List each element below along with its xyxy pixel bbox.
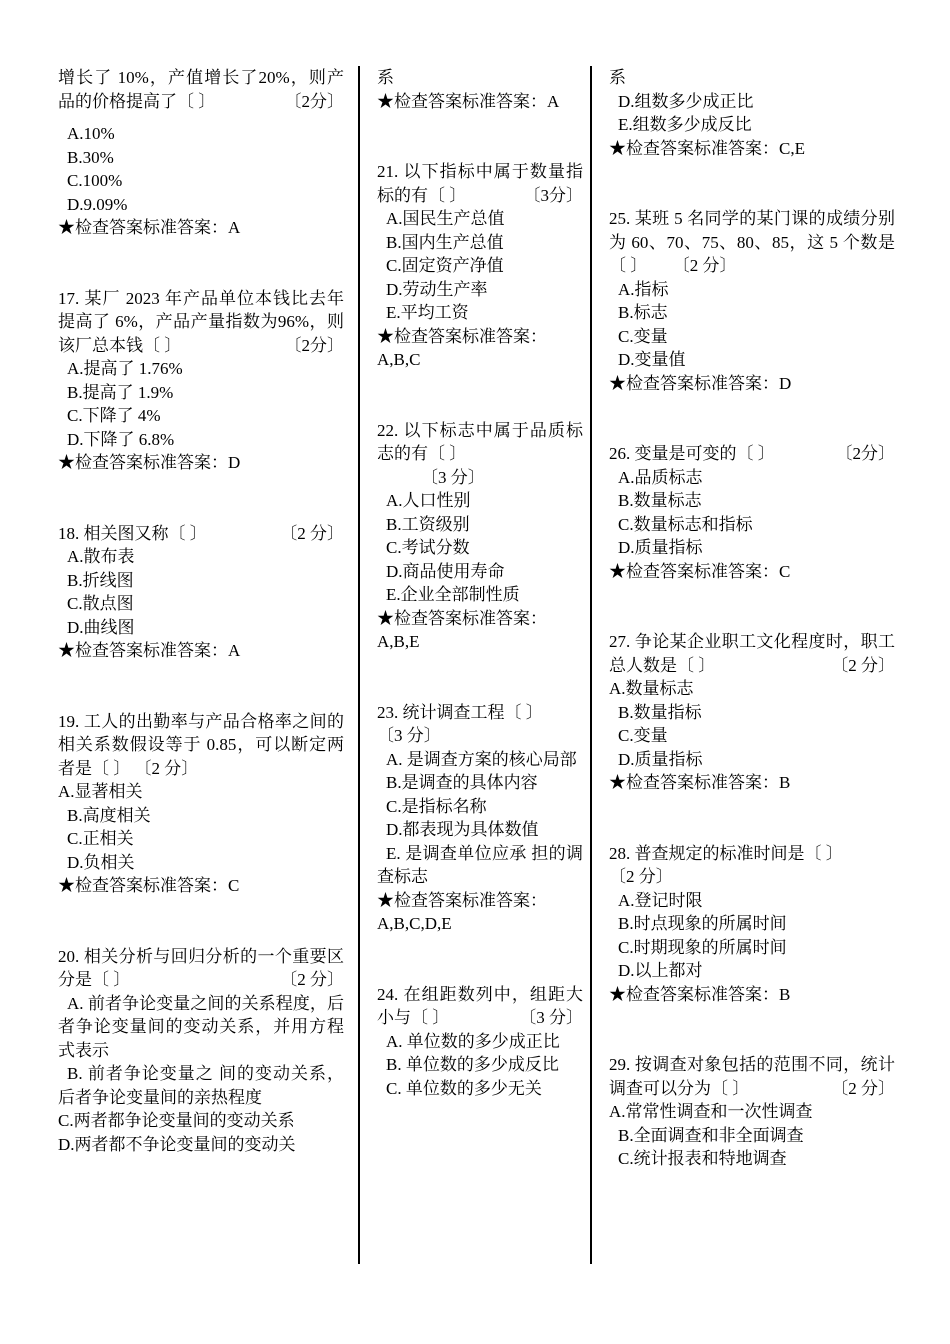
option: C.变量	[618, 726, 668, 745]
option: A.指标	[618, 279, 669, 299]
option: A.10%	[67, 124, 115, 143]
option: C.固定资产净值	[386, 256, 504, 275]
question-24	[377, 983, 583, 1101]
answer-line: ★检查答案标准答案：A	[377, 91, 560, 111]
question-20	[58, 945, 344, 1157]
question-stem: 26. 变量是可变的〔 〕 〔2分〕	[609, 442, 895, 466]
question-17	[58, 287, 344, 475]
option: A.登记时限	[618, 890, 703, 910]
question-stem: 28. 普查规定的标准时间是〔 〕	[609, 843, 843, 863]
option: D.变量值	[618, 350, 686, 369]
question-19	[58, 710, 344, 898]
question-stem: 27. 争论某企业职工文化程度时，职工总人数是〔 〕 〔2 分〕	[609, 630, 895, 677]
question-points: 〔2 分〕	[609, 867, 673, 886]
option: C.两者都争论变量间的变动关系	[58, 1111, 295, 1130]
option: A. 单位数的多少成正比	[386, 1031, 560, 1051]
option: D.两者都不争论变量间的变动关	[58, 1134, 296, 1154]
column-divider-left	[358, 66, 360, 1264]
question-18	[58, 522, 344, 663]
question-27	[609, 630, 895, 795]
option: B.高度相关	[67, 805, 151, 825]
question-stem: 22. 以下标志中属于品质标志的有〔 〕	[377, 420, 583, 463]
option: D.下降了 6.8%	[67, 429, 175, 449]
question-16	[58, 66, 344, 240]
option: B.折线图	[67, 570, 134, 590]
option: B.全面调查和非全面调查	[618, 1125, 804, 1145]
question-24-continued	[609, 66, 895, 160]
option: B.时点现象的所属时间	[618, 914, 787, 933]
option: D.劳动生产率	[386, 279, 488, 299]
answer-line: ★检查答案标准答案：A,B,C	[377, 326, 547, 369]
option: D.9.09%	[67, 194, 128, 214]
question-20-continued	[377, 66, 583, 113]
question-22	[377, 419, 583, 654]
answer-line: ★检查答案标准答案：A	[58, 641, 241, 660]
question-points: 〔2 分〕	[831, 1078, 895, 1098]
option: C.下降了 4%	[67, 406, 161, 425]
option: B. 单位数的多少成反比	[386, 1055, 559, 1074]
question-stem: 23. 统计调查工程〔 〕	[377, 702, 543, 722]
option: D.组数多少成正比	[618, 91, 754, 111]
option: C.变量	[618, 326, 668, 346]
question-26	[609, 442, 895, 583]
question-stem: 29. 按调查对象包括的范围不同，统计调查可以分为〔 〕 〔2 分〕	[609, 1053, 895, 1100]
option: D.负相关	[67, 852, 135, 872]
option: A.品质标志	[618, 467, 703, 487]
question-points: 〔2 分〕	[672, 256, 737, 275]
question-points: 〔3 分〕	[519, 1008, 583, 1027]
option: C.100%	[67, 171, 123, 190]
question-points: 〔2 分〕	[134, 758, 199, 778]
question-stem: 21. 以下指标中属于数量指标的有〔 〕 〔3分〕	[377, 160, 583, 207]
answer-line: ★检查答案标准答案：A,B,C,D,E	[377, 890, 547, 933]
question-points: 〔2 分〕	[831, 655, 895, 675]
question-29	[609, 1053, 895, 1171]
option: D.商品使用寿命	[386, 561, 505, 581]
option: C.散点图	[67, 594, 134, 613]
option: E.企业全部制性质	[386, 585, 520, 604]
option: C.是指标名称	[386, 796, 487, 816]
question-stem: 19. 工人的出勤率与产品合格率之间的相关系数假设等于 0.85，可以断定两者是〔 〕 〔2 分〕	[58, 711, 344, 778]
option: E.组数多少成反比	[618, 115, 752, 134]
option: B.工资级别	[386, 514, 470, 534]
option: B. 前者争论变量之 间的变动关系，后者争论变量间的亲热程度	[58, 1064, 344, 1107]
question-points: 〔2分〕	[284, 335, 344, 355]
option: E. 是调查单位应承 担的调查标志	[377, 843, 583, 886]
question-23	[377, 701, 583, 936]
option: B.30%	[67, 147, 114, 167]
option: A.提高了 1.76%	[67, 359, 183, 378]
question-points: 〔2 分〕	[280, 523, 344, 543]
question-25	[609, 207, 895, 395]
question-stem: 增长了 10%，产值增长了20%，则产品的价格提高了〔 〕 〔2分〕	[58, 66, 344, 113]
question-stem: 系	[377, 68, 394, 87]
question-points: 〔3分〕	[523, 185, 583, 205]
option: A.显著相关	[58, 782, 143, 801]
option: D.曲线图	[67, 617, 135, 637]
question-points: 〔3 分〕	[377, 726, 441, 745]
answer-line: ★检查答案标准答案：C	[609, 561, 791, 581]
column-divider-right	[590, 66, 592, 1264]
option: A.数量标志	[609, 679, 694, 698]
option: B.数量指标	[618, 702, 702, 722]
answer-line: ★检查答案标准答案：D	[609, 373, 792, 393]
answer-line: ★检查答案标准答案：B	[609, 984, 791, 1004]
answer-line: ★检查答案标准答案：A,B,E	[377, 608, 547, 651]
option: A.常常性调查和一次性调查	[609, 1102, 813, 1121]
option: A.国民生产总值	[386, 209, 505, 228]
option: B.提高了 1.9%	[67, 382, 174, 402]
option: E.平均工资	[386, 303, 469, 322]
question-points: 〔2分〕	[835, 444, 895, 463]
question-points: 〔3 分〕	[421, 467, 485, 487]
option: C.正相关	[67, 829, 134, 848]
option: C.统计报表和特地调查	[618, 1149, 787, 1168]
question-stem: 20. 相关分析与回归分析的一个重要区分是〔 〕 〔2 分〕	[58, 945, 344, 992]
option: C.数量标志和指标	[618, 514, 753, 534]
question-stem: 18. 相关图又称〔 〕 〔2 分〕	[58, 522, 344, 546]
answer-line: ★检查答案标准答案：D	[58, 453, 241, 472]
option: A.人口性别	[386, 491, 471, 510]
question-stem: 24. 在组距数列中，组距大小与〔 〕 〔3 分〕	[377, 983, 583, 1030]
option: B.数量标志	[618, 491, 702, 510]
question-stem: 17. 某厂 2023 年产品单位本钱比去年提高了 6%，产品产量指数为96%，则该厂总本钱〔 〕 〔2分〕	[58, 287, 344, 358]
option: C. 单位数的多少无关	[386, 1078, 542, 1098]
answer-line: ★检查答案标准答案：B	[609, 773, 791, 792]
option: B.国内生产总值	[386, 232, 504, 252]
option: C.时期现象的所属时间	[618, 937, 787, 957]
question-points: 〔2分〕	[284, 91, 344, 111]
option: A. 是调查方案的核心局部	[386, 749, 577, 769]
option: D.质量指标	[618, 538, 703, 557]
answer-line: ★检查答案标准答案：C,E	[609, 138, 805, 158]
question-21	[377, 160, 583, 372]
question-stem: 25. 某班 5 名同学的某门课的成绩分别为 60、70、75、80、85，这 5 个数是〔 〕 〔2 分〕	[609, 209, 895, 275]
column-1	[58, 66, 344, 1156]
answer-line: ★检查答案标准答案：C	[58, 876, 240, 895]
option: B.是调查的具体内容	[386, 773, 538, 792]
option: D.都表现为具体数值	[386, 820, 539, 839]
answer-line: ★检查答案标准答案：A	[58, 218, 241, 237]
option: D.质量指标	[618, 749, 703, 769]
question-points: 〔2 分〕	[280, 970, 344, 989]
option: A. 前者争论变量之间的关系程度，后者争论变量间的变动关系，并用方程式表示	[58, 993, 344, 1060]
option: B.标志	[618, 303, 668, 322]
option: D.以上都对	[618, 961, 703, 980]
option: A.散布表	[67, 547, 135, 566]
question-28	[609, 842, 895, 1007]
question-stem: 系	[609, 68, 626, 87]
column-2	[377, 66, 583, 1100]
option: C.考试分数	[386, 538, 470, 557]
column-3	[609, 66, 895, 1171]
